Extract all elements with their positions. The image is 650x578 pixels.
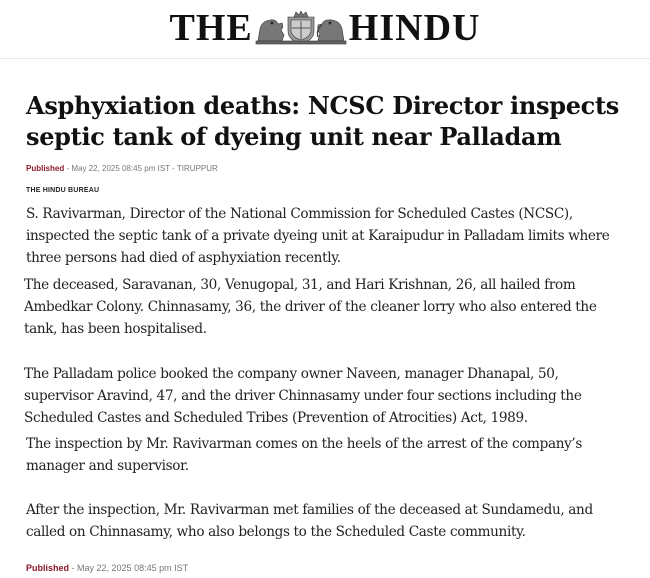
- masthead-word-the: THE: [169, 7, 253, 49]
- header-divider: [0, 58, 650, 59]
- masthead-word-hindu: HINDU: [348, 7, 481, 49]
- masthead[interactable]: [0, 8, 650, 48]
- published-date-location: - May 22, 2025 08:45 pm IST - TIRUPPUR: [66, 164, 218, 173]
- article-paragraph-2: The deceased, Saravanan, 30, Venugopal, 31, and Hari Krishnan, 26, all hailed from Ambedkar Colony. Chinnasamy, 36, the driver of the cleaner lorry who also entered the tank, has been hospitalised.: [24, 277, 597, 337]
- article-paragraph-3: The Palladam police booked the company owner Naveen, manager Dhanapal, 50, supervisor Aravind, 47, and the driver Chinnasamy under four sections including the Scheduled Castes and Scheduled Tribes (Prevention of Atrocities) Act, 1989.: [24, 366, 582, 426]
- royal-crest-emblem-icon: [254, 11, 348, 45]
- published-label: Published: [26, 164, 65, 173]
- article-paragraph-4: The inspection by Mr. Ravivarman comes on the heels of the arrest of the company’s manager and supervisor.: [26, 436, 583, 474]
- article-paragraph-5: After the inspection, Mr. Ravivarman met families of the deceased at Sundamedu, and called on Chinnasamy, who also belongs to the Scheduled Caste community.: [26, 502, 593, 540]
- footer-published-meta: [26, 563, 188, 573]
- footer-published-date: - May 22, 2025 08:45 pm IST: [71, 563, 189, 573]
- article-paragraph-1: S. Ravivarman, Director of the National Commission for Scheduled Castes (NCSC), inspected the septic tank of a private dyeing unit at Karaipudur in Palladam limits where three persons had died of asphyxiation recently.: [26, 206, 610, 266]
- footer-published-label: Published: [26, 563, 70, 573]
- byline[interactable]: THE HINDU BUREAU: [26, 187, 100, 194]
- article-headline: Asphyxiation deaths: NCSC Director inspects septic tank of dyeing unit near Palladam: [26, 91, 619, 151]
- published-meta: [26, 164, 218, 173]
